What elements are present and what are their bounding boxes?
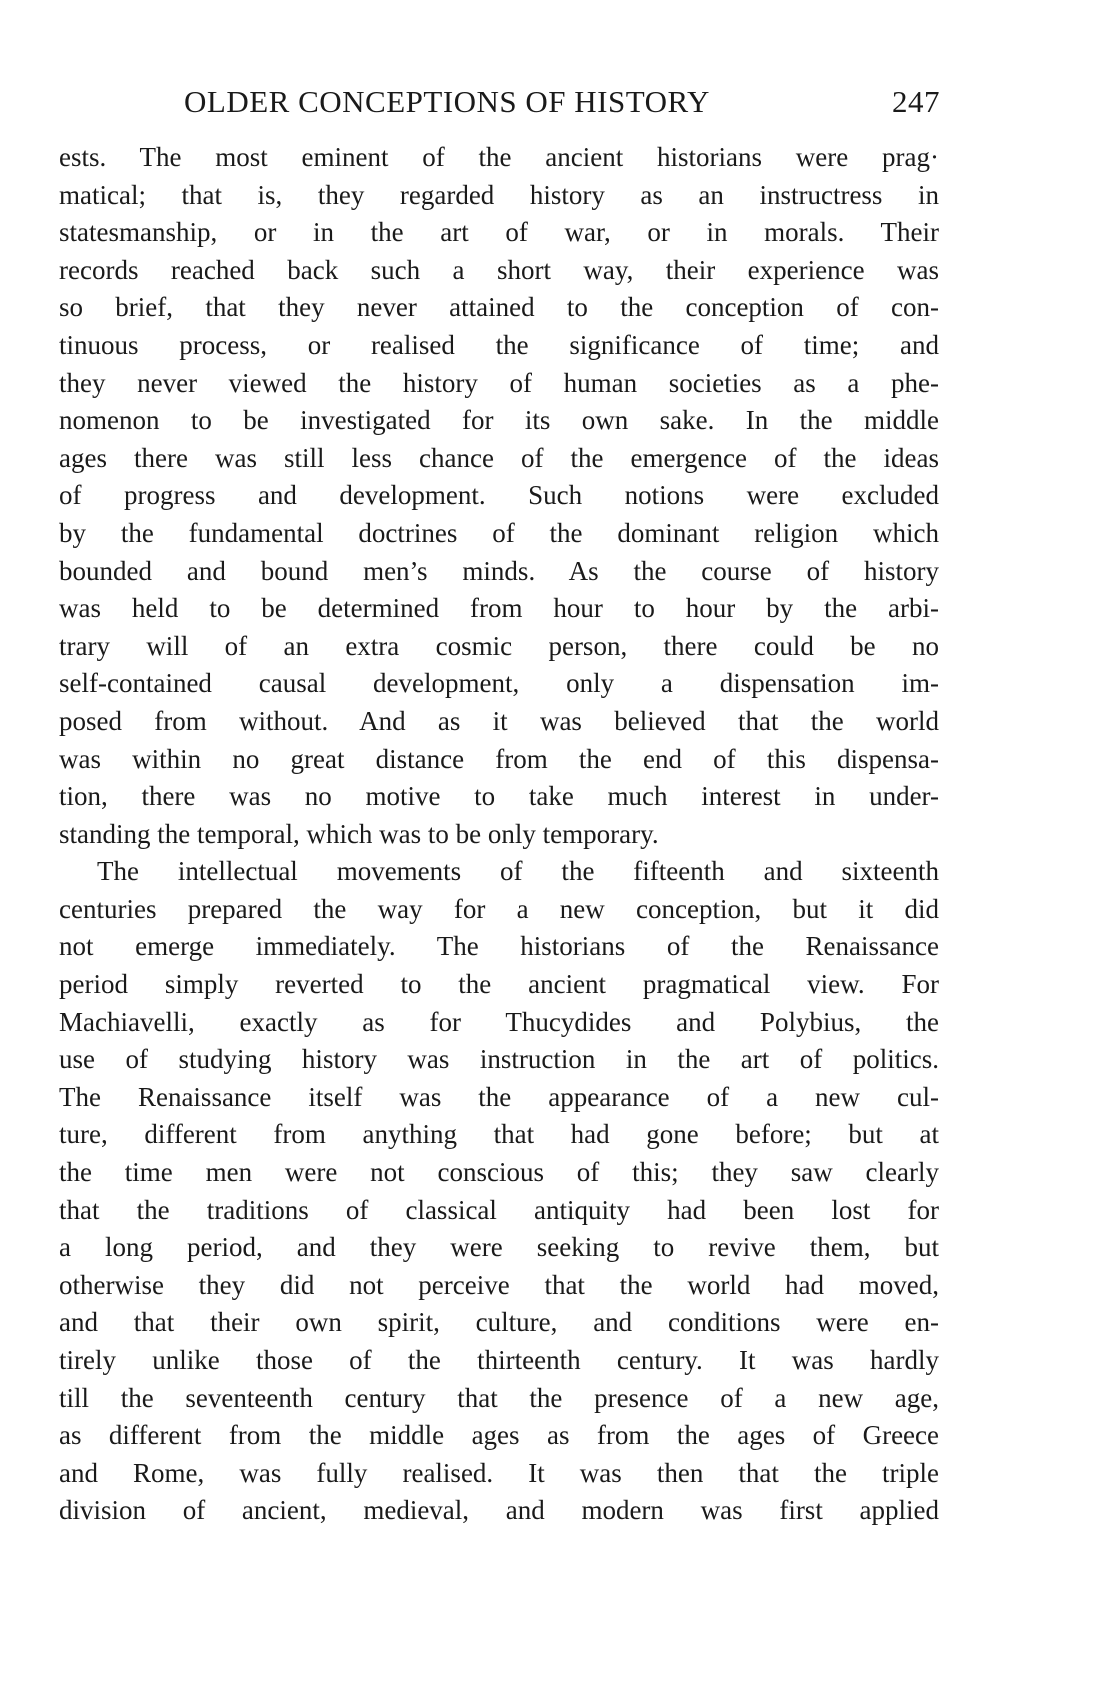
text-line: records reached back such a short way, their experience was (59, 254, 939, 285)
running-head (180, 84, 940, 124)
text-line: ests. The most eminent of the ancient historians were prag· (59, 142, 939, 172)
text-line: nomenon to be investigated for its own sake. In the middle (59, 405, 939, 436)
text-line: centuries prepared the way for a new conception, but it did (59, 893, 939, 924)
text-line: otherwise they did not perceive that the world had moved, (59, 1269, 939, 1300)
text-line: trary will of an extra cosmic person, there could be no (59, 630, 939, 661)
text-line: that the traditions of classical antiquity had been lost for (59, 1194, 939, 1225)
text-line: was within no great distance from the end of this dispensa- (59, 743, 939, 774)
text-line: statesmanship, or in the art of war, or in morals. Their (59, 217, 939, 248)
text-line: of progress and development. Such notions were excluded (59, 480, 939, 511)
text-line: bounded and bound men’s minds. As the course of history (59, 555, 939, 586)
text-line: self-contained causal development, only a dispensation im- (59, 668, 939, 699)
text-line: tirely unlike those of the thirteenth century. It was hardly (59, 1345, 939, 1375)
text-line: till the seventeenth century that the presence of a new age, (59, 1382, 939, 1413)
paragraph-2 (59, 853, 939, 1530)
text-line: posed from without. And as it was believed that the world (59, 705, 939, 736)
text-line: as different from the middle ages as from the ages of Greece (59, 1420, 939, 1451)
text-line: so brief, that they never attained to the conception of con- (59, 292, 939, 323)
running-head-title: OLDER CONCEPTIONS OF HISTORY (184, 84, 710, 119)
text-line: they never viewed the history of human societies as a phe- (59, 367, 939, 398)
text-line: use of studying history was instruction in the art of politics. (59, 1044, 939, 1075)
text-line: standing the temporal, which was to be only temporary. (59, 818, 659, 849)
text-line: ture, different from anything that had gone before; but at (59, 1119, 939, 1150)
text-line: ages there was still less chance of the emergence of the ideas (59, 442, 939, 473)
text-line: Machiavelli, exactly as for Thucydides and Polybius, the (59, 1006, 939, 1037)
text-line: The Renaissance itself was the appearance of a new cul- (59, 1081, 939, 1112)
text-line: by the fundamental doctrines of the dominant religion which (59, 517, 939, 548)
text-line: was held to be determined from hour to hour by the arbi- (59, 593, 939, 624)
text-line: division of ancient, medieval, and modern was first applied (59, 1495, 939, 1526)
text-line: The intellectual movements of the fifteenth and sixteenth (97, 856, 939, 887)
body-text (59, 139, 939, 1530)
text-line: and that their own spirit, culture, and conditions were en- (59, 1307, 939, 1338)
text-line: matical; that is, they regarded history as an instructress in (59, 179, 939, 210)
text-line: tinuous process, or realised the significance of time; and (59, 329, 939, 360)
text-line: tion, there was no motive to take much interest in under- (59, 781, 939, 812)
paragraph-1 (59, 139, 939, 853)
text-line: the time men were not conscious of this; they saw clearly (59, 1157, 939, 1188)
text-line: and Rome, was fully realised. It was then that the triple (59, 1457, 939, 1488)
text-line: a long period, and they were seeking to revive them, but (59, 1232, 939, 1263)
text-line: not emerge immediately. The historians of the Renaissance (59, 931, 939, 962)
text-line: period simply reverted to the ancient pragmatical view. For (59, 969, 939, 1000)
page-number: 247 (892, 84, 940, 119)
